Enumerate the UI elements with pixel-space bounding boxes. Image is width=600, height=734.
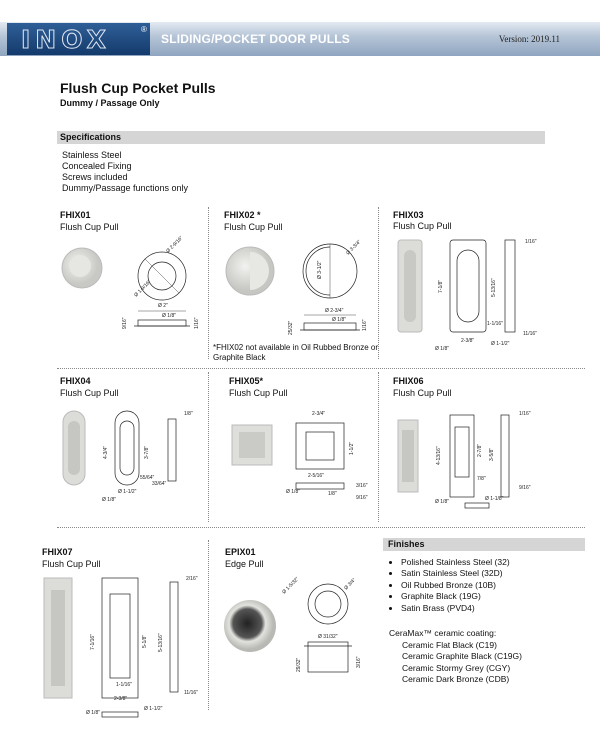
header-banner [0, 22, 600, 56]
catalog-title: SLIDING/POCKET DOOR PULLS [161, 32, 351, 46]
epix01-drawing [220, 572, 375, 692]
specifications-bar [57, 131, 545, 144]
dim-label: Ø 1-1/2" [118, 489, 137, 495]
dim-label: Ø 1/8" [435, 346, 450, 352]
dim-label: Ø 1/8" [102, 497, 117, 503]
specifications-heading: Specifications [60, 132, 122, 142]
dim-label: Ø 3-1/2" [317, 260, 323, 279]
dim-label: 1/16" [194, 317, 200, 329]
product-code: EPIX01 [225, 547, 256, 557]
dim-label: 2/16" [186, 576, 198, 582]
dim-label: 5-13/16" [158, 633, 164, 652]
ceramax-heading: CeraMax™ ceramic coating: [389, 628, 497, 638]
product-name: Flush Cup Pull [60, 388, 119, 398]
product-name: Flush Cup Pull [60, 222, 119, 232]
product-code: FHIX01 [60, 210, 91, 220]
dim-label: Ø 2-3/4" [325, 308, 344, 314]
dim-label: 3-5/8" [489, 447, 495, 461]
spec-item: Screws included [62, 172, 128, 182]
dim-label: 4-3/4" [103, 445, 109, 459]
page-subtitle: Dummy / Passage Only [60, 98, 160, 108]
product-code: FHIX05* [229, 376, 264, 386]
page-title: Flush Cup Pocket Pulls [60, 80, 216, 96]
dim-label: Ø 1/8" [332, 317, 347, 323]
grid-divider [378, 372, 379, 522]
registered-mark: ® [141, 25, 147, 34]
product-code: FHIX07 [42, 547, 73, 557]
finish-item: • Satin Stainless Steel (32D) [401, 568, 510, 579]
brand-logo [7, 23, 150, 55]
dim-label: 33/64" [152, 481, 167, 487]
dim-label: 2-3/4" [312, 411, 326, 417]
dim-label: 3/16" [356, 656, 362, 668]
dim-label: Ø 1/8" [435, 499, 450, 505]
dim-label: 5-13/16" [491, 278, 497, 297]
version-label: Version: 2019.11 [498, 34, 560, 44]
logo-text: INOX [21, 25, 111, 54]
product-code: FHIX06 [393, 376, 424, 386]
dim-label: 1/16" [525, 239, 537, 245]
dim-label: Ø 31/32" [318, 634, 338, 640]
dim-label: 2-3/8" [114, 696, 128, 702]
dim-label: 4-13/16" [436, 446, 442, 465]
dim-label: 1/8" [184, 411, 193, 417]
fhix04-drawing [60, 405, 205, 510]
dim-label: 1-1/16" [116, 682, 132, 688]
product-name: Flush Cup Pull [42, 559, 101, 569]
fhix06-drawing [395, 405, 555, 520]
grid-divider [208, 207, 209, 359]
dim-label: 5-1/8" [142, 634, 148, 648]
dim-label: Ø 1-1/8" [485, 496, 504, 502]
product-name: Flush Cup Pull [393, 221, 452, 231]
dim-label: 3-7/8" [144, 445, 150, 459]
ceramax-item: Ceramic Stormy Grey (CGY) [402, 662, 511, 673]
grid-divider [57, 368, 585, 369]
dim-label: 9/16" [519, 485, 531, 491]
grid-divider [57, 527, 585, 528]
product-code: FHIX02 * [224, 210, 261, 220]
dim-label: Ø 2-9/16" [165, 235, 185, 255]
dim-label: 9/16" [356, 495, 368, 501]
dim-label: 2-5/16" [308, 473, 324, 479]
dim-label: Ø 1/8" [286, 489, 301, 495]
dim-label: 1/8" [328, 491, 337, 497]
dim-label: 1-1/2" [349, 441, 355, 455]
product-name: Edge Pull [225, 559, 264, 569]
fhix02-drawing [220, 235, 375, 340]
finishes-heading: Finishes [388, 539, 425, 549]
dim-label: Ø 3-3/4" [345, 239, 363, 257]
grid-divider [208, 372, 209, 522]
product-name: Flush Cup Pull [224, 222, 283, 232]
product-code: FHIX04 [60, 376, 91, 386]
spec-item: Concealed Fixing [62, 161, 132, 171]
dim-label: 7-1/16" [90, 634, 96, 650]
fhix01-drawing [60, 235, 205, 350]
spec-item: Dummy/Passage functions only [62, 183, 189, 193]
dim-label: Ø 2" [158, 303, 168, 309]
ceramax-item: Ceramic Dark Bronze (CDB) [402, 674, 510, 685]
finish-item: • Graphite Black (19G) [401, 591, 510, 602]
dim-label: Ø 3/4" [343, 577, 358, 592]
dim-label: 11/16" [184, 690, 198, 696]
dim-label: Ø 1/8" [86, 710, 101, 716]
specifications-list [62, 150, 188, 194]
ceramax-item: Ceramic Graphite Black (C19G) [402, 651, 522, 662]
ceramax-item: Ceramic Flat Black (C19) [402, 640, 497, 650]
grid-divider [378, 207, 379, 359]
dim-label: 7/8" [477, 476, 486, 482]
finishes-list [389, 557, 510, 614]
fhix05-drawing [228, 405, 373, 510]
product-code: FHIX03 [393, 210, 424, 220]
dim-label: 1/16" [362, 319, 368, 331]
dim-label: 9/16" [122, 317, 128, 329]
product-name: Flush Cup Pull [393, 388, 452, 398]
dim-label: Ø 1-9/16" [133, 279, 153, 299]
dim-label: Ø 1/8" [162, 313, 177, 319]
dim-label: 2-7/8" [477, 443, 483, 457]
availability-note: *FHIX02 not available in Oil Rubbed Bronze or Graphite Black [213, 343, 378, 362]
dim-label: 25/32" [288, 320, 294, 335]
dim-label: 3/16" [356, 483, 368, 489]
dim-label: Ø 1-5/32" [281, 576, 301, 596]
product-name: Flush Cup Pull [229, 388, 288, 398]
dim-label: 29/32" [296, 657, 302, 672]
fhix07-drawing [40, 572, 205, 722]
dim-label: 7-1/8" [438, 279, 444, 293]
finish-item: • Polished Stainless Steel (32) [401, 557, 510, 568]
dim-label: Ø 1-1/2" [144, 706, 163, 712]
spec-item: Stainless Steel [62, 150, 122, 160]
fhix03-drawing [395, 235, 555, 355]
finish-item: • Satin Brass (PVD4) [401, 603, 510, 614]
dim-label: Ø 1-1/2" [491, 341, 510, 347]
dim-label: 55/64" [140, 475, 155, 481]
ceramax-list [402, 640, 522, 686]
finish-item: • Oil Rubbed Bronze (10B) [401, 580, 510, 591]
dim-label: 1/16" [519, 411, 531, 417]
dim-label: 11/16" [523, 331, 537, 337]
dim-label: 1-1/16" [487, 321, 503, 327]
grid-divider [208, 540, 209, 710]
dim-label: 2-3/8" [461, 338, 475, 344]
